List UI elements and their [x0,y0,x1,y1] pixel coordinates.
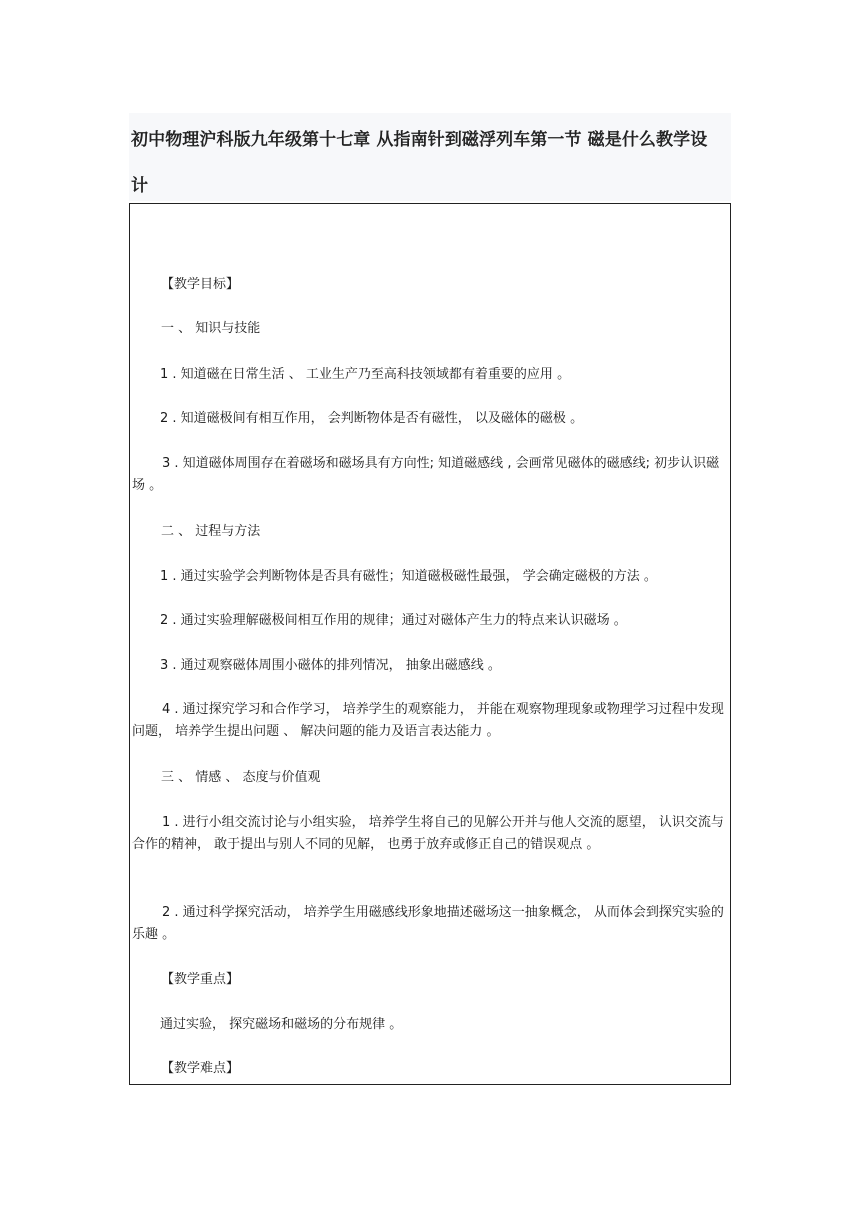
document-title-line-2: 计 [131,176,149,196]
knowledge-item-1: 1 . 知道磁在日常生活 、 工业生产乃至高科技领域都有着重要的应用 。 [160,367,571,382]
knowledge-skills-heading: 一 、 知识与技能 [161,321,261,336]
teaching-goals-heading: 【教学目标】 [161,277,240,292]
emotion-values-heading: 三 、 情感 、 态度与价值观 [161,770,321,785]
lesson-plan-content-box [129,203,731,1085]
key-points-text: 通过实验， 探究磁场和磁场的分布规律 。 [160,1017,403,1032]
knowledge-item-3: 3 . 知道磁体周围存在着磁场和磁场具有方向性; 知道磁感线 , 会画常见磁体的磁感线; 初步认识磁场 。 [132,456,720,493]
process-methods-heading: 二 、 过程与方法 [161,524,261,539]
document-title-block [129,113,731,201]
process-item-2: 2 . 通过实验理解磁极间相互作用的规律；通过对磁体产生力的特点来认识磁场 。 [160,613,627,628]
knowledge-item-2: 2 . 知道磁极间有相互作用， 会判断物体是否有磁性， 以及磁体的磁极 。 [160,411,584,426]
emotion-item-2: 2 . 通过科学探究活动， 培养学生用磁感线形象地描述磁场这一抽象概念， 从而体会到探究实验的乐趣 。 [132,905,724,942]
key-points-heading: 【教学重点】 [161,972,240,987]
process-item-1: 1 . 通过实验学会判断物体是否具有磁性；知道磁极磁性最强， 学会确定磁极的方法 。 [160,569,657,584]
emotion-item-1: 1 . 进行小组交流讨论与小组实验， 培养学生将自己的见解公开并与他人交流的愿望， 认识交流与合作的精神， 敢于提出与别人不同的见解， 也勇于放弃或修正自己的错误观点 。 [132,815,724,852]
difficult-points-heading: 【教学难点】 [161,1061,240,1076]
document-title-line-1: 初中物理沪科版九年级第十七章 从指南针到磁浮列车第一节 磁是什么教学设 [131,130,708,150]
process-item-3: 3 . 通过观察磁体周围小磁体的排列情况， 抽象出磁感线 。 [160,658,501,673]
process-item-4: 4 . 通过探究学习和合作学习， 培养学生的观察能力， 并能在观察物理现象或物理学习过程中发现问题， 培养学生提出问题 、 解决问题的能力及语言表达能力 。 [132,702,724,739]
